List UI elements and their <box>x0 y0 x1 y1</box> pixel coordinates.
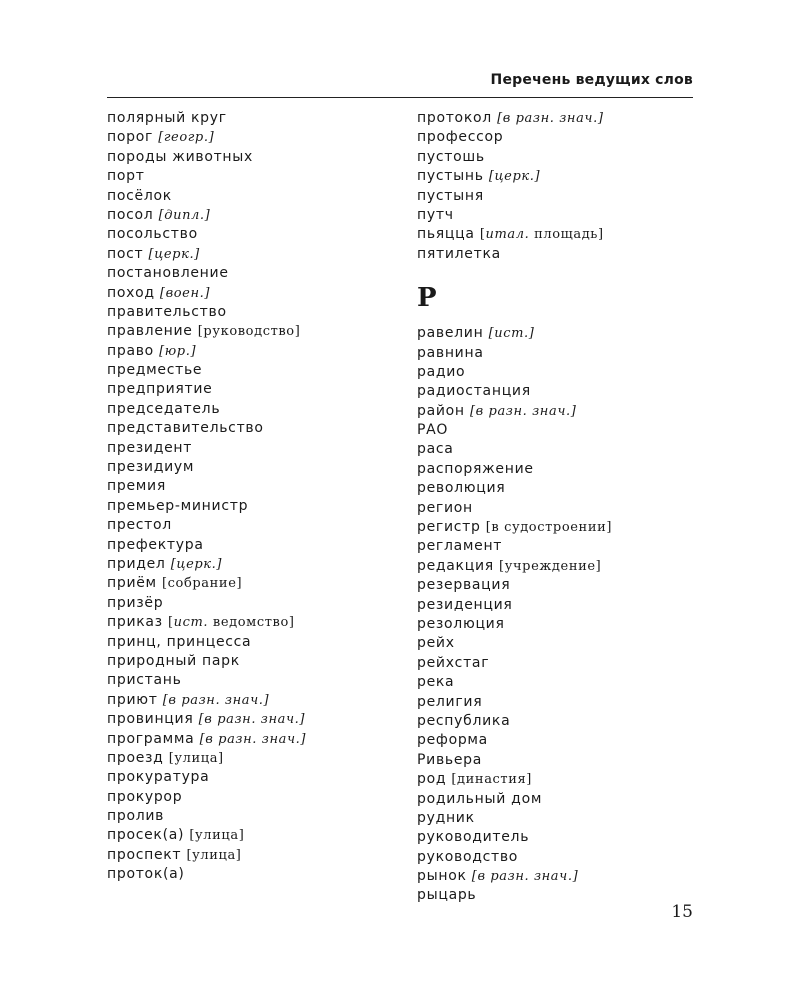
entry-word: путч <box>417 206 454 223</box>
entry <box>107 671 397 690</box>
entry-qualifier: [учреждение] <box>499 558 602 574</box>
entry-word: председатель <box>107 400 221 417</box>
entry-word: престол <box>107 517 172 534</box>
entry-word: призёр <box>107 594 164 611</box>
entry <box>107 303 397 322</box>
entry-word: посольство <box>107 226 198 243</box>
entry <box>417 499 707 518</box>
entry <box>107 225 397 244</box>
entry-word: предприятие <box>107 381 213 398</box>
entry <box>417 576 707 595</box>
entry <box>107 846 397 865</box>
left-column <box>107 109 397 885</box>
entry <box>107 497 397 516</box>
entry <box>417 206 707 225</box>
right-column <box>417 109 707 906</box>
entry-qualifier: [в судостроении] <box>485 520 613 536</box>
entry <box>417 828 707 847</box>
entry <box>417 557 707 576</box>
entry <box>417 460 707 479</box>
entry <box>107 264 397 283</box>
entry-word: право <box>107 342 154 359</box>
entry-word: религия <box>417 693 483 710</box>
right-column-top-list <box>417 109 707 264</box>
entry-word: полярный круг <box>107 110 227 126</box>
entry-word: природный парк <box>107 652 240 669</box>
entry-word: пустыня <box>417 187 484 204</box>
entry-word: Ривьера <box>417 751 483 768</box>
entry <box>107 652 397 671</box>
entry-qualifier: [собрание] <box>161 576 243 592</box>
entry-qualifier: [династия] <box>451 772 532 788</box>
entry-word: профессор <box>417 129 504 146</box>
entry-word: регистр <box>417 519 481 536</box>
entry <box>107 187 397 206</box>
entry-word: проезд <box>107 749 164 766</box>
entry <box>417 479 707 498</box>
entry <box>417 402 707 421</box>
entry-word: провинция <box>107 711 194 728</box>
entry-word: резиденция <box>417 596 513 613</box>
entry-word: рыцарь <box>417 887 477 904</box>
entry <box>107 419 397 438</box>
entry <box>107 710 397 729</box>
entry <box>107 730 397 749</box>
entry <box>107 167 397 186</box>
entry <box>107 458 397 477</box>
entry-qualifier: [в разн. знач.] <box>162 692 270 708</box>
entry-qualifier: [юр.] <box>159 343 197 359</box>
entry <box>417 673 707 692</box>
entry-word: радиостанция <box>417 383 531 400</box>
entry <box>417 109 707 128</box>
entry-qualifier: [улица] <box>189 828 245 844</box>
entry <box>417 790 707 809</box>
entry <box>417 245 707 264</box>
entry-word: представительство <box>107 420 264 437</box>
entry-qualifier: [геогр.] <box>158 130 215 146</box>
entry <box>107 516 397 535</box>
entry <box>417 518 707 537</box>
entry-word: редакция <box>417 557 494 574</box>
entry-qualifier: [церк.] <box>170 556 223 572</box>
section-letter-heading <box>417 264 707 324</box>
entry <box>107 322 397 341</box>
entry-word: род <box>417 771 447 788</box>
entry-word: резолюция <box>417 615 505 632</box>
entry-word: рынок <box>417 868 467 885</box>
entry-word: приём <box>107 575 157 592</box>
entry-qualifier: [улица] <box>168 750 224 766</box>
entry <box>417 886 707 905</box>
entry-word: пятилетка <box>417 245 501 262</box>
entry <box>107 691 397 710</box>
entry-qualifier: [руководство] <box>197 324 301 340</box>
entry <box>107 555 397 574</box>
entry <box>107 574 397 593</box>
entry-word: распоряжение <box>417 460 534 477</box>
entry-word: руководитель <box>417 829 530 846</box>
entry <box>417 809 707 828</box>
entry-word: принц, принцесса <box>107 633 252 650</box>
entry <box>417 867 707 886</box>
entry-word: президент <box>107 439 193 456</box>
entry <box>417 382 707 401</box>
entry <box>107 826 397 845</box>
entry-word: пост <box>107 245 144 262</box>
entry-word: рейхстаг <box>417 654 490 671</box>
entry <box>417 712 707 731</box>
entry-word: руководство <box>417 848 519 865</box>
section-letter: Р <box>417 283 437 314</box>
entry <box>107 807 397 826</box>
entry-word: реформа <box>417 732 488 749</box>
entry-word: равелин <box>417 325 484 342</box>
entry-word: предместье <box>107 362 203 379</box>
entry <box>107 788 397 807</box>
entry-word: республика <box>417 712 511 729</box>
entry <box>417 731 707 750</box>
entry-word: пьяцца <box>417 226 475 243</box>
entry-word: радио <box>417 363 466 380</box>
entry-qualifier: [итал. площадь] <box>479 227 604 243</box>
entry <box>417 634 707 653</box>
entry <box>417 363 707 382</box>
qualifier-italic-part: итал. <box>485 227 530 243</box>
entry <box>417 225 707 244</box>
entry-word: РАО <box>417 422 449 439</box>
entry <box>417 421 707 440</box>
header-divider <box>107 97 693 98</box>
entry-word: регламент <box>417 538 503 555</box>
entry <box>107 594 397 613</box>
right-column-bottom-list <box>417 324 707 906</box>
entry-qualifier: [ист. ведомство] <box>167 615 295 631</box>
entry <box>417 770 707 789</box>
running-header: Перечень ведущих слов <box>490 72 693 88</box>
qualifier-italic-part: ист. <box>173 615 209 631</box>
entry <box>107 361 397 380</box>
entry-word: порог <box>107 129 154 146</box>
entry <box>107 633 397 652</box>
entry <box>107 206 397 225</box>
entry <box>417 440 707 459</box>
entry-qualifier: [в разн. знач.] <box>469 403 577 419</box>
entry <box>107 768 397 787</box>
entry <box>107 865 397 884</box>
entry-word: пустынь <box>417 168 484 185</box>
entry-word: посол <box>107 206 154 223</box>
entry <box>107 148 397 167</box>
entry <box>417 654 707 673</box>
page-number: 15 <box>671 902 693 922</box>
entry-qualifier: [воен.] <box>159 285 211 301</box>
entry <box>107 284 397 303</box>
entry-qualifier: [в разн. знач.] <box>471 869 579 885</box>
entry-qualifier: [ист.] <box>488 326 535 342</box>
entry-word: пустошь <box>417 148 485 165</box>
entry-word: протокол <box>417 110 492 126</box>
entry-word: посёлок <box>107 187 172 204</box>
entry-word: приказ <box>107 614 163 631</box>
entry-qualifier: [дипл.] <box>158 207 211 223</box>
entry-qualifier: [церк.] <box>148 246 200 262</box>
entry-qualifier: [в разн. знач.] <box>199 731 307 747</box>
entry <box>417 596 707 615</box>
entry-word: премьер-министр <box>107 497 249 514</box>
entry-word: революция <box>417 480 506 497</box>
entry <box>417 537 707 556</box>
entry <box>417 344 707 363</box>
entry-word: река <box>417 674 455 691</box>
entry-word: район <box>417 402 465 419</box>
entry-word: родильный дом <box>417 790 543 807</box>
entry <box>417 167 707 186</box>
entry-word: прокуратура <box>107 769 210 786</box>
entry <box>107 613 397 632</box>
entry <box>417 751 707 770</box>
entry-word: придел <box>107 555 166 572</box>
entry <box>107 477 397 496</box>
entry <box>107 439 397 458</box>
entry-word: равнина <box>417 344 484 361</box>
entry-qualifier: [церк.] <box>488 169 541 185</box>
entry <box>107 380 397 399</box>
entry <box>417 848 707 867</box>
entry-word: президиум <box>107 459 195 476</box>
entry <box>107 128 397 147</box>
entry-qualifier: [улица] <box>186 847 242 863</box>
entry-word: рейх <box>417 635 455 652</box>
entry-word: породы животных <box>107 148 254 165</box>
entry-word: просек(а) <box>107 827 185 844</box>
entry-word: приют <box>107 691 158 708</box>
entry-word: проток(а) <box>107 866 185 883</box>
entry-word: премия <box>107 478 166 495</box>
entry <box>107 749 397 768</box>
entry-word: постановление <box>107 265 229 282</box>
entry-qualifier: [в разн. знач.] <box>198 712 306 728</box>
entry <box>417 324 707 343</box>
entry <box>417 187 707 206</box>
entry-word: раса <box>417 441 454 458</box>
entry <box>107 342 397 361</box>
entry <box>417 693 707 712</box>
entry <box>107 109 397 128</box>
entry <box>417 128 707 147</box>
entry-qualifier: [в разн. знач.] <box>497 111 604 126</box>
entry-word: порт <box>107 168 145 185</box>
entry-word: регион <box>417 499 473 516</box>
entry-word: пристань <box>107 672 182 689</box>
entry <box>107 536 397 555</box>
entry-word: поход <box>107 284 155 301</box>
entry <box>107 245 397 264</box>
entry <box>417 615 707 634</box>
entry-word: правительство <box>107 303 227 320</box>
entry-word: рудник <box>417 809 475 826</box>
entry-word: правление <box>107 323 193 340</box>
entry-word: резервация <box>417 577 511 594</box>
entry <box>417 148 707 167</box>
entry-word: пролив <box>107 808 165 825</box>
entry-word: программа <box>107 730 195 747</box>
entry-word: префектура <box>107 536 204 553</box>
entry-word: прокурор <box>107 788 183 805</box>
entry-word: проспект <box>107 846 182 863</box>
entry <box>107 400 397 419</box>
